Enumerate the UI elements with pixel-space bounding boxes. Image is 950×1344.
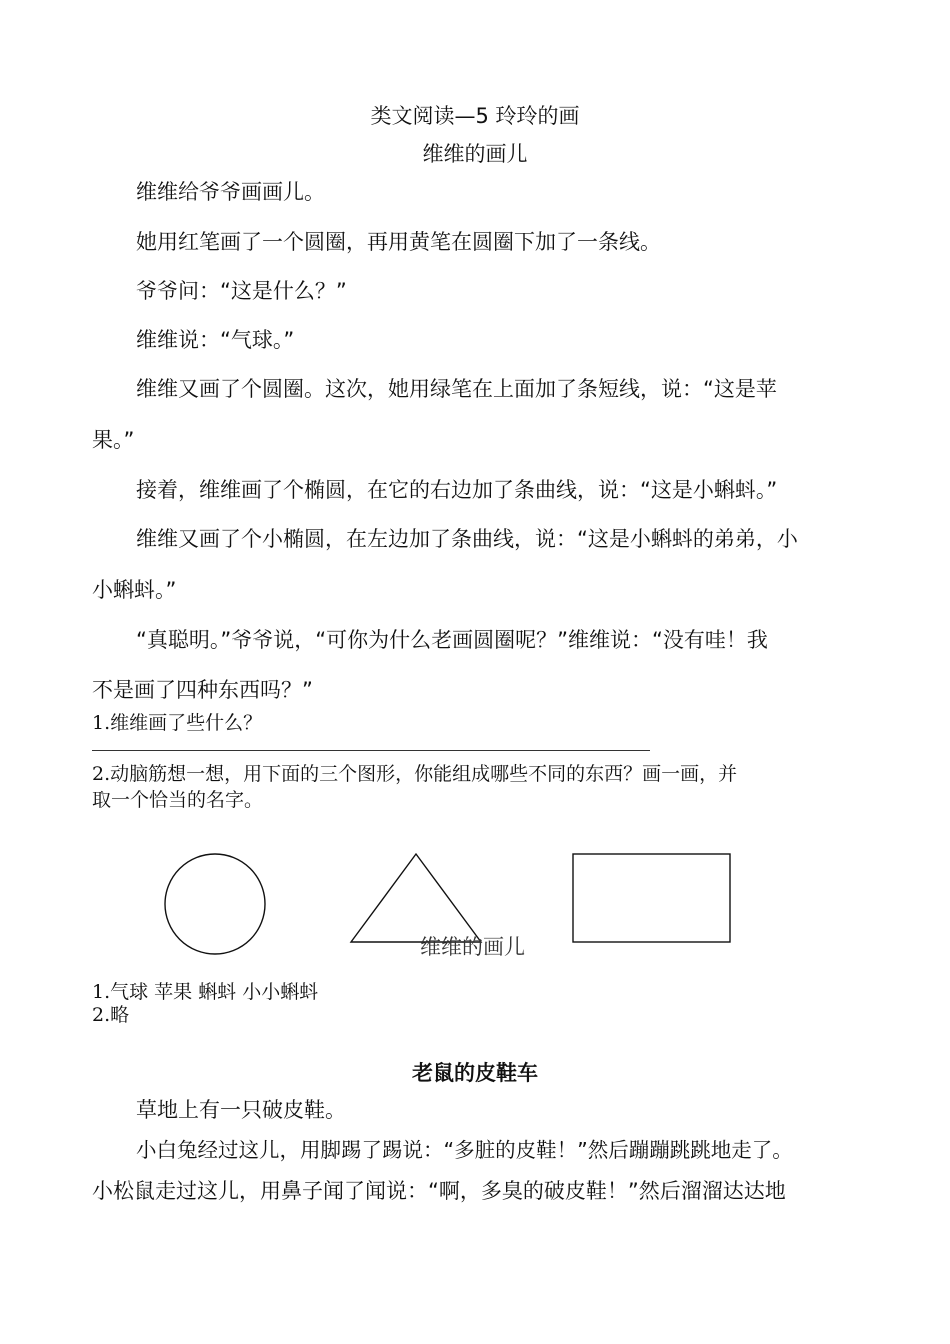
overlapping-caption: 维维的画儿 <box>420 935 525 959</box>
story-paragraph-continued: 不是画了四种东西吗？” <box>92 678 313 702</box>
story-paragraph: 维维又画了个圆圈。这次，她用绿笔在上面加了条短线，说：“这是苹 <box>136 377 777 401</box>
story-paragraph: 她用红笔画了一个圆圈，再用黄笔在圆圈下加了一条线。 <box>136 230 661 254</box>
rectangle-shape <box>573 854 730 942</box>
circle-shape <box>165 854 265 954</box>
triangle-shape <box>351 854 481 942</box>
story-paragraph: 草地上有一只破皮鞋。 <box>136 1098 346 1122</box>
story-paragraph-continued: 果。” <box>92 428 135 452</box>
story-paragraph: 小松鼠走过这儿，用鼻子闻了闻说：“啊，多臭的破皮鞋！”然后溜溜达达地 <box>92 1179 786 1203</box>
answer-1: 1.气球 苹果 蝌蚪 小小蝌蚪 <box>92 981 319 1003</box>
story-paragraph: 维维给爷爷画画儿。 <box>136 180 325 204</box>
story-paragraph: 小白兔经过这儿，用脚踢了踢说：“多脏的皮鞋！”然后蹦蹦跳跳地走了。 <box>136 1138 793 1162</box>
answer-2: 2.略 <box>92 1004 130 1026</box>
story-paragraph: 爷爷问：“这是什么？” <box>136 279 347 303</box>
question-1: 1.维维画了些什么？ <box>92 712 263 734</box>
story-title: 维维的画儿 <box>422 142 528 166</box>
story-paragraph: 维维又画了个小椭圆，在左边加了条曲线，说：“这是小蝌蚪的弟弟，小 <box>136 527 798 551</box>
story-paragraph-continued: 小蝌蚪。” <box>92 578 177 602</box>
document-title: 类文阅读—5 玲玲的画 <box>370 104 580 128</box>
story-paragraph: “真聪明。”爷爷说，“可你为什么老画圆圈呢？”维维说：“没有哇！我 <box>136 628 768 652</box>
story-paragraph: 维维说：“气球。” <box>136 328 295 352</box>
question-2-line1: 2.动脑筋想一想，用下面的三个图形，你能组成哪些不同的东西？画一画，并 <box>92 763 738 785</box>
story-paragraph: 接着，维维画了个椭圆，在它的右边加了条曲线，说：“这是小蝌蚪。” <box>136 478 778 502</box>
story-2-title: 老鼠的皮鞋车 <box>412 1061 538 1085</box>
question-2-line2: 取一个恰当的名字。 <box>92 789 264 811</box>
